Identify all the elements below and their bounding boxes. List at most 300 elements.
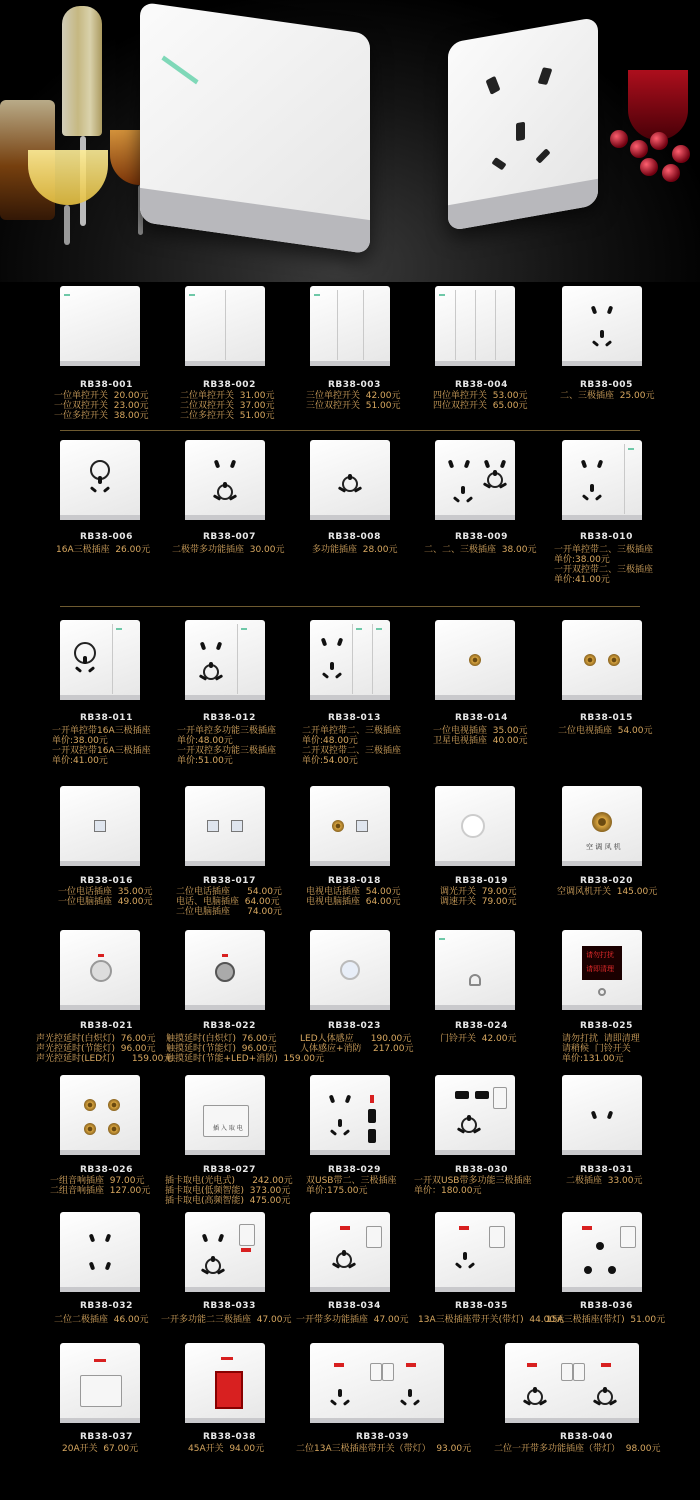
- grape: [672, 145, 690, 163]
- rocker-divider: [372, 624, 373, 694]
- plate-bottom-strip: [60, 1418, 140, 1423]
- product-code: RB38-030: [455, 1165, 508, 1175]
- product-code: RB38-021: [80, 1021, 133, 1031]
- product-code: RB38-008: [328, 532, 381, 542]
- product-code: RB38-014: [455, 713, 508, 723]
- red-wine-glass: [628, 70, 688, 140]
- socket-hole: [595, 494, 602, 501]
- red-indicator: [527, 1363, 537, 1367]
- product-description: [414, 1176, 531, 1196]
- socket-hole: [105, 1262, 111, 1271]
- product-plate-image: [435, 930, 515, 1010]
- product-price-line: 一位电话插座 35.00元: [58, 887, 153, 897]
- product-code: RB38-026: [80, 1165, 133, 1175]
- socket-hole: [218, 1234, 224, 1243]
- product-code: RB38-038: [203, 1432, 256, 1442]
- product-price-line: 单价:48.00元: [302, 736, 358, 746]
- product-code: RB38-002: [203, 380, 256, 390]
- usb-port: [455, 1091, 469, 1099]
- socket-hole: [448, 460, 454, 469]
- product-price-line: 二位一开带多功能插座（带灯） 98.00元: [494, 1444, 661, 1454]
- product-plate-image: [310, 286, 390, 366]
- socket-hole: [453, 496, 460, 503]
- product-code: RB38-039: [356, 1432, 409, 1442]
- socket-hole: [607, 306, 613, 315]
- product-plate-image: [435, 286, 515, 366]
- socket-hole: [342, 1250, 346, 1256]
- product-description: [554, 545, 653, 585]
- product-price-line: 一位双控开关 23.00元: [54, 401, 149, 411]
- product-price-line: 单价:54.00元: [302, 756, 358, 766]
- rocker-switch: [493, 1087, 507, 1109]
- product-code: RB38-010: [580, 532, 633, 542]
- socket-hole: [343, 1129, 350, 1136]
- plate-bottom-strip: [562, 695, 642, 700]
- hero-banner: [0, 0, 700, 282]
- motion-sensor-icon: [340, 960, 360, 980]
- product-code: RB38-029: [328, 1165, 381, 1175]
- product-price-line: 二位多控开关 51.00元: [180, 411, 275, 421]
- socket-hole: [581, 460, 587, 469]
- product-code: RB38-003: [328, 380, 381, 390]
- product-plate-image: [60, 930, 140, 1010]
- plate-bottom-strip: [435, 361, 515, 366]
- product-price-line: 二位电脑插座 74.00元: [176, 907, 282, 917]
- product-code: RB38-031: [580, 1165, 633, 1175]
- socket-hole: [330, 1399, 337, 1406]
- product-code: RB38-023: [328, 1021, 381, 1031]
- socket-hole: [455, 1262, 462, 1269]
- socket-hole: [596, 1242, 604, 1250]
- plate-bottom-strip: [435, 515, 515, 520]
- rocker-divider: [363, 290, 364, 360]
- product-price-line: 四位单控开关 53.00元: [433, 391, 528, 401]
- socket-hole: [89, 1262, 95, 1271]
- socket-hole: [202, 1234, 208, 1243]
- plate-bottom-strip: [60, 1287, 140, 1292]
- product-plate-image: [562, 930, 642, 1010]
- tv-connector: [584, 654, 596, 666]
- speaker-terminal: [84, 1099, 96, 1111]
- product-plate-image: [185, 786, 265, 866]
- phone-port: [356, 820, 368, 832]
- rocker-switch: [489, 1226, 505, 1248]
- plate-bottom-strip: [310, 515, 390, 520]
- red-indicator: [406, 1363, 416, 1367]
- product-plate-image: [60, 786, 140, 866]
- plate-bottom-strip: [185, 515, 265, 520]
- product-plate-image: [435, 1075, 515, 1155]
- plate-bottom-strip: [435, 695, 515, 700]
- socket-hole: [597, 460, 603, 469]
- plate-bottom-strip: [185, 1418, 265, 1423]
- red-indicator: [98, 954, 104, 957]
- product-price-line: 一开多功能二三极插座 47.00元: [161, 1315, 292, 1325]
- product-plate-image: [310, 1343, 444, 1423]
- product-price-line: 45A开关 94.00元: [188, 1444, 265, 1454]
- product-description: [62, 1444, 138, 1454]
- product-description: [306, 1176, 396, 1196]
- product-price-line: 13A三极插座带开关(带灯) 44.00元: [418, 1315, 565, 1325]
- tv-connector: [608, 654, 620, 666]
- plate-bottom-strip: [185, 361, 265, 366]
- dimmer-knob-icon: [461, 814, 485, 838]
- product-plate-image: [185, 1212, 265, 1292]
- plate-bottom-strip: [435, 1287, 515, 1292]
- product-description: [440, 887, 517, 907]
- product-code: RB38-016: [80, 876, 133, 886]
- product-description: [433, 726, 528, 746]
- product-price-line: 单价:51.00元: [177, 756, 233, 766]
- product-price-line: 门铃开关 42.00元: [440, 1034, 517, 1044]
- speaker-terminal: [84, 1123, 96, 1135]
- product-description: [302, 726, 401, 766]
- red-indicator: [222, 954, 228, 957]
- socket-hole: [600, 330, 604, 338]
- product-price-line: 二组音响插座 127.00元: [50, 1186, 151, 1196]
- socket-hole: [461, 486, 465, 494]
- product-description: [558, 726, 653, 736]
- product-price-line: 插卡取电(低频智能) 373.00元: [165, 1186, 291, 1196]
- rocker-switch: [382, 1363, 394, 1381]
- product-code: RB38-033: [203, 1301, 256, 1311]
- plate-bottom-strip: [562, 361, 642, 366]
- product-price-line: 一开带多功能插座 47.00元: [296, 1315, 409, 1325]
- rocker-switch: [366, 1226, 382, 1248]
- socket-hole: [98, 476, 102, 484]
- product-plate-image: [435, 440, 515, 520]
- socket-hole: [608, 1266, 616, 1274]
- plate-bottom-strip: [310, 861, 390, 866]
- product-price-line: 二位二极插座 46.00元: [54, 1315, 149, 1325]
- product-plate-image: [310, 1212, 390, 1292]
- product-price-line: 单价:41.00元: [554, 575, 610, 585]
- red-indicator: [459, 1226, 469, 1230]
- grape: [650, 132, 668, 150]
- product-plate-image: [60, 286, 140, 366]
- product-price-line: 一开单控多功能三极插座: [177, 726, 277, 736]
- product-price-line: 二、三极插座 25.00元: [560, 391, 655, 401]
- rocker-divider: [112, 624, 113, 694]
- product-description: [560, 391, 655, 401]
- led-indicator: [116, 628, 122, 630]
- socket-hole: [330, 662, 334, 670]
- plate-bottom-strip: [562, 861, 642, 866]
- product-price-line: 单价：180.00元: [414, 1186, 482, 1196]
- product-code: RB38-015: [580, 713, 633, 723]
- product-price-line: 一开单控带二、三极插座: [554, 545, 654, 555]
- red-indicator: [94, 1359, 106, 1362]
- socket-hole: [83, 656, 87, 664]
- product-plate-image: [505, 1343, 639, 1423]
- product-description: [52, 726, 151, 766]
- socket-hole: [345, 1095, 351, 1104]
- product-description: [58, 887, 153, 907]
- product-description: [433, 391, 528, 411]
- product-description: [176, 887, 282, 917]
- product-price-line: 一开双控带16A三极插座: [52, 746, 151, 756]
- socket-hole: [584, 1266, 592, 1274]
- product-price-line: 二开单控带二、三极插座: [302, 726, 402, 736]
- product-code: RB38-020: [580, 876, 633, 886]
- product-code: RB38-022: [203, 1021, 256, 1031]
- grape: [640, 158, 658, 176]
- rb38-025-dnd-label: 请勿打扰: [586, 951, 614, 959]
- rocker-divider: [237, 624, 238, 694]
- socket-hole: [343, 1399, 350, 1406]
- product-plate-image: [185, 440, 265, 520]
- hero-switch-plate: [140, 2, 370, 254]
- socket-hole: [607, 1111, 613, 1120]
- product-description: [177, 726, 276, 766]
- product-description: [418, 1315, 564, 1325]
- product-price-line: 二位电视插座 54.00元: [558, 726, 653, 736]
- plate-bottom-strip: [435, 1150, 515, 1155]
- socket-hole: [348, 474, 352, 480]
- product-code: RB38-004: [455, 380, 508, 390]
- socket-hole: [592, 340, 599, 347]
- rocker-switch: [239, 1224, 255, 1246]
- led-indicator: [376, 628, 382, 630]
- product-price-line: 声光控延时(LED灯) 159.00元: [36, 1054, 173, 1064]
- product-description: [188, 1444, 264, 1454]
- socket-hole: [590, 484, 594, 492]
- plate-bottom-strip: [185, 861, 265, 866]
- socket-hole: [322, 672, 329, 679]
- product-price-line: 三位双控开关 51.00元: [306, 401, 401, 411]
- product-price-line: 触摸延时(节能灯) 96.00元: [166, 1044, 277, 1054]
- product-price-line: 一组音响插座 97.00元: [50, 1176, 145, 1186]
- product-description: [180, 391, 275, 421]
- product-plate-image: [310, 440, 390, 520]
- product-price-line: 声光控延时(白炽灯) 76.00元: [36, 1034, 156, 1044]
- product-code: RB38-025: [580, 1021, 633, 1031]
- product-plate-image: [185, 930, 265, 1010]
- product-price-line: 一开双USB带多功能三极插座: [414, 1176, 532, 1186]
- plate-bottom-strip: [60, 1005, 140, 1010]
- socket-hole: [467, 1115, 471, 1121]
- product-description: [50, 1176, 150, 1196]
- rocker-switch: [620, 1226, 636, 1248]
- rocker-switch: [561, 1363, 573, 1381]
- socket-hole: [463, 1252, 467, 1260]
- usb-led: [370, 1095, 374, 1103]
- red-indicator: [221, 1357, 233, 1360]
- product-code: RB38-034: [328, 1301, 381, 1311]
- product-price-line: 一开双控带二、三极插座: [554, 565, 654, 575]
- product-code: RB38-037: [80, 1432, 133, 1442]
- socket-hole: [330, 1129, 337, 1136]
- plate-bottom-strip: [60, 361, 140, 366]
- product-code: RB38-012: [203, 713, 256, 723]
- product-price-line: 一开单控带16A三极插座: [52, 726, 151, 736]
- product-plate-image: [185, 1075, 265, 1155]
- product-price-line: 单价:48.00元: [177, 736, 233, 746]
- socket-hole: [582, 494, 589, 501]
- tv-connector: [469, 654, 481, 666]
- led-indicator: [356, 628, 362, 630]
- product-plate-image: [562, 620, 642, 700]
- product-code: RB38-005: [580, 380, 633, 390]
- socket-hole: [468, 1262, 475, 1269]
- product-description: [562, 1034, 640, 1064]
- product-price-line: 一位多控开关 38.00元: [54, 411, 149, 421]
- socket-hole: [413, 1399, 420, 1406]
- champagne-glass: [62, 6, 102, 136]
- rocker-divider: [495, 290, 496, 360]
- product-price-line: 二位13A三极插座带开关（带灯） 93.00元: [296, 1444, 472, 1454]
- socket-hole: [603, 1387, 607, 1393]
- socket-hole: [408, 1389, 412, 1397]
- product-description: [440, 1034, 517, 1044]
- usb-port: [368, 1129, 376, 1143]
- product-plate-image: [185, 620, 265, 700]
- socket-hole: [493, 470, 497, 476]
- product-code: RB38-013: [328, 713, 381, 723]
- product-price-line: 触摸延时(白炽灯) 76.00元: [166, 1034, 277, 1044]
- socket-hole: [223, 482, 227, 488]
- product-price-line: 四位双控开关 65.00元: [433, 401, 528, 411]
- product-code: RB38-027: [203, 1165, 256, 1175]
- rocker-switch: [573, 1363, 585, 1381]
- plate-bottom-strip: [185, 1005, 265, 1010]
- product-price-line: 二极插座 33.00元: [566, 1176, 643, 1186]
- socket-hole: [591, 306, 597, 315]
- product-description: [56, 545, 150, 555]
- product-plate-image: [435, 1212, 515, 1292]
- grape: [630, 140, 648, 158]
- row-separator: [60, 606, 640, 607]
- product-plate-image: [60, 620, 140, 700]
- red-indicator: [340, 1226, 350, 1230]
- product-code: RB38-036: [580, 1301, 633, 1311]
- product-description: [557, 887, 657, 897]
- product-code: RB38-006: [80, 532, 133, 542]
- socket-hole: [464, 460, 470, 469]
- plate-bottom-strip: [60, 861, 140, 866]
- plate-bottom-strip: [562, 1005, 642, 1010]
- rocker-divider: [475, 290, 476, 360]
- product-plate-image: [60, 1343, 140, 1423]
- socket-hole: [335, 672, 342, 679]
- fan-knob-icon: [592, 812, 612, 832]
- product-description: [300, 1034, 413, 1054]
- product-code: RB38-040: [560, 1432, 613, 1442]
- product-description: [424, 545, 537, 555]
- product-price-line: 一开双控多功能三极插座: [177, 746, 277, 756]
- card-slot: [203, 1105, 249, 1137]
- product-plate-image: [435, 786, 515, 866]
- sound-sensor-icon: [90, 960, 112, 982]
- product-price-line: 20A开关 67.00元: [62, 1444, 139, 1454]
- plate-bottom-strip: [185, 1287, 265, 1292]
- socket-hole: [230, 460, 236, 469]
- plate-bottom-strip: [310, 361, 390, 366]
- product-price-line: 一位电脑插座 49.00元: [58, 897, 153, 907]
- socket-hole: [200, 642, 206, 651]
- led-indicator: [439, 938, 445, 940]
- product-code: RB38-009: [455, 532, 508, 542]
- product-plate-image: [60, 1075, 140, 1155]
- product-price-line: 双USB带二、三极插座: [306, 1176, 397, 1186]
- product-description: [54, 1315, 149, 1325]
- product-description: [494, 1444, 661, 1454]
- product-price-line: 15A三极插座(带灯) 51.00元: [546, 1315, 666, 1325]
- plate-bottom-strip: [310, 1418, 444, 1423]
- product-price-line: 空调风机开关 145.00元: [557, 887, 658, 897]
- product-price-line: 请稍候 门铃开关: [562, 1044, 631, 1054]
- socket-hole: [500, 460, 506, 469]
- product-price-line: 二位电话插座 54.00元: [176, 887, 282, 897]
- product-description: [54, 391, 149, 421]
- socket-hole: [400, 1399, 407, 1406]
- socket-hole: [605, 340, 612, 347]
- product-description: [296, 1315, 409, 1325]
- product-price-line: 一位单控开关 20.00元: [54, 391, 149, 401]
- product-price-line: 二极带多功能插座 30.00元: [172, 545, 285, 555]
- socket-hole: [337, 638, 343, 647]
- plate-bottom-strip: [310, 1005, 390, 1010]
- product-description: [306, 887, 401, 907]
- socket-hole: [103, 486, 110, 493]
- product-code: RB38-011: [80, 713, 133, 723]
- product-plate-image: [562, 286, 642, 366]
- plate-bottom-strip: [310, 695, 390, 700]
- product-description: [165, 1176, 293, 1206]
- product-plate-image: [310, 1075, 390, 1155]
- product-price-line: 电视电话插座 54.00元: [306, 887, 401, 897]
- rocker-switch: [80, 1375, 122, 1407]
- rocker-divider: [455, 290, 456, 360]
- product-code: RB38-017: [203, 876, 256, 886]
- socket-hole: [88, 666, 95, 673]
- socket-hole: [533, 1387, 537, 1393]
- led-indicator: [241, 628, 247, 630]
- led-indicator: [628, 448, 634, 450]
- plate-bottom-strip: [60, 695, 140, 700]
- product-code: RB38-024: [455, 1021, 508, 1031]
- product-plate-image: [562, 1212, 642, 1292]
- socket-hole: [216, 642, 222, 651]
- product-description: [296, 1444, 471, 1454]
- socket-hole: [484, 460, 490, 469]
- socket-hole: [89, 1234, 95, 1243]
- product-price-line: 卫星电视插座 40.00元: [433, 736, 528, 746]
- product-description: [566, 1176, 643, 1186]
- product-price-line: 单价:41.00元: [52, 756, 108, 766]
- rocker-divider: [352, 624, 353, 694]
- rocker-divider: [624, 444, 625, 514]
- product-plate-image: [310, 620, 390, 700]
- hero-socket-plate: [448, 17, 598, 231]
- product-description: [312, 545, 398, 555]
- product-price-line: 调速开关 79.00元: [440, 897, 517, 907]
- product-plate-image: [185, 1343, 265, 1423]
- product-price-line: 16A三极插座 26.00元: [56, 545, 151, 555]
- row-separator: [60, 430, 640, 431]
- plate-bottom-strip: [185, 695, 265, 700]
- product-code: RB38-018: [328, 876, 381, 886]
- product-price-line: 插卡取电(高频智能) 475.00元: [165, 1196, 291, 1206]
- plate-bottom-strip: [310, 1150, 390, 1155]
- red-indicator: [241, 1248, 251, 1252]
- led-indicator: [314, 294, 320, 296]
- socket-hole: [211, 1256, 215, 1262]
- socket-hole: [75, 666, 82, 673]
- product-price-line: 电视电脑插座 64.00元: [306, 897, 401, 907]
- product-code: RB38-035: [455, 1301, 508, 1311]
- red-rocker-switch[interactable]: [215, 1371, 243, 1409]
